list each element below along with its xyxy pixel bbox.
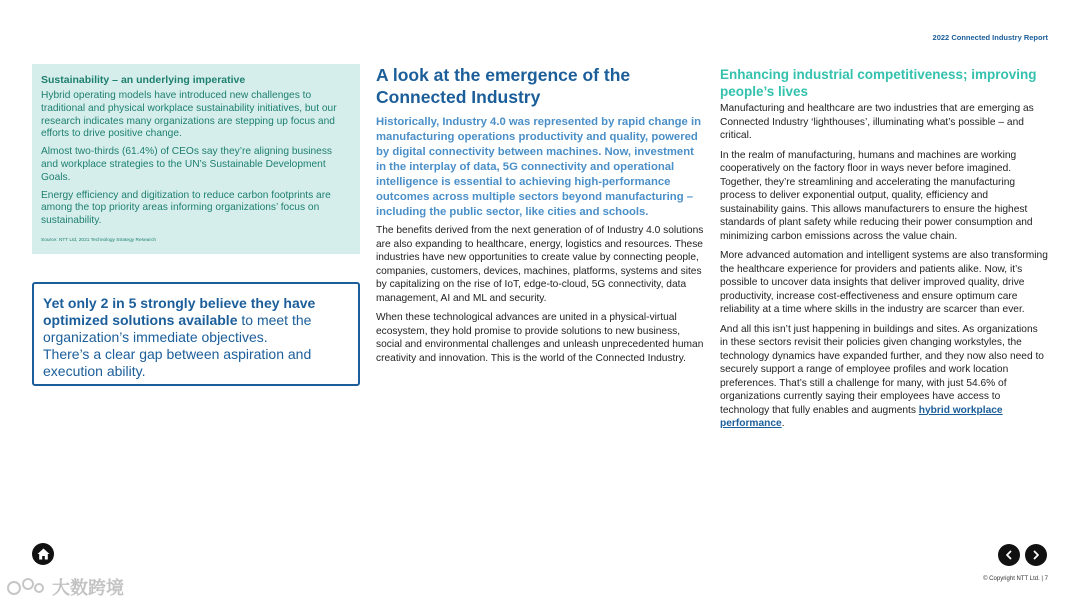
watermark — [6, 574, 124, 600]
right-title: Enhancing industrial competitiveness; improving people’s lives — [720, 67, 1037, 99]
right-last-paragraph — [720, 323, 1048, 431]
gap-callout — [32, 282, 360, 386]
right-paragraph: Manufacturing and healthcare are two industries that are emerging as Connected Industry ‘lighthouses’, illuminating what’s possible – and critical. — [720, 103, 1034, 141]
sustainability-heading: Sustainability – an underlying imperative — [41, 74, 246, 86]
home-icon — [37, 548, 50, 560]
gap-callout-bold: Yet only 2 in 5 strongly believe they have optimized solutions available — [43, 295, 316, 328]
gap-callout-line2: There’s a clear gap between aspiration and execution ability. — [43, 346, 312, 379]
home-button[interactable] — [32, 543, 54, 565]
middle-title: A look at the emergence of the Connected Industry — [376, 65, 631, 107]
chevron-right-icon — [1031, 550, 1041, 560]
chevron-left-icon — [1004, 550, 1014, 560]
middle-paragraph: When these technological advances are united in a physical-virtual ecosystem, they hold promise to provide solutions to new business, social and environmental challenges and unleash unprecedented human creativity and innovation. This is the world of the Connected Industry. — [376, 312, 704, 364]
watermark-logo-icon — [6, 575, 46, 599]
right-column — [720, 66, 1048, 437]
watermark-text: 大数跨境 — [52, 578, 124, 598]
sustainability-paragraph: Almost two-thirds (61.4%) of CEOs say they’re aligning business and workplace strategies to the UN’s Sustainable Development Goals. — [41, 146, 333, 183]
middle-paragraph: The benefits derived from the next generation of of Industry 4.0 solutions are also expanding to healthcare, energy, logistics and resources. These industries have new opportunities to create value by connecting people, companies, customers, devices, machines, platforms, systems and sites by capitalizing on the rise of IoT, edge-to-cloud, 5G connectivity, data management, AI and ML and security. — [376, 225, 704, 304]
right-last-period: . — [781, 418, 785, 429]
sustainability-paragraph: Energy efficiency and digitization to reduce carbon footprints are among the top priority areas informing organizations’ focus on sustainability. — [41, 189, 331, 227]
right-paragraph: In the realm of manufacturing, humans and machines are working cooperatively on the factory floor in ways never before imagined. Together, they’re streamlining and accelerating the manufacturing process to deliver exponential output, quality, efficiency and sustainability gains. This allows manufacturers to ensure the highest standards of plant safety while reducing their power consumption and minimizing carbon emissions across the value chain. — [720, 149, 1033, 242]
next-page-button[interactable] — [1025, 544, 1047, 566]
copyright: © Copyright NTT Ltd. | 7 — [983, 576, 1048, 582]
report-title: 2022 Connected Industry Report — [932, 33, 1048, 42]
right-paragraph: More advanced automation and intelligent systems are also transforming the healthcare experience for providers and patients alike. Now, it’s possible to uncover data insights that deliver improved quality, drive productivity, increase cost-effectiveness and ensure optimum care reliability at a time where skills in the industry are scarcer than ever. — [720, 250, 1048, 315]
sustainability-box — [32, 64, 360, 254]
sustainability-paragraph: Hybrid operating models have introduced new challenges to traditional and physical workplace sustainability initiatives, but our research indicates many organizations are stepping up focus and efforts to drive positive change. — [41, 90, 337, 140]
right-last-text: And all this isn’t just happening in buildings and sites. As organizations in these sectors revisit their policies given changing workstyles, the technology dynamics have expanded further, and they now also need to securely support a range of employee profiles and work location preferences. That’s still a challenge for many, with just 54.6% of organizations currently saying their employees have access to technology that fully enables and augments — [720, 323, 1044, 416]
gap-callout-rest: to meet the organization’s immediate objectives. — [43, 312, 312, 345]
middle-column — [376, 64, 704, 371]
sustainability-source: Source: NTT Ltd, 2021 Technology Strategy Research — [41, 237, 157, 243]
middle-lead: Historically, Industry 4.0 was represented by rapid change in manufacturing operations productivity and quality, powered by digital connectivity between machines. Now, investment in the interplay of data, 5G connectivity and operational intelligence is essential to achieving high-performance outcomes across multiple sectors beyond manufacturing – including the public sector, like cities and schools. — [376, 116, 701, 218]
hybrid-workplace-link[interactable]: hybrid workplace performance — [720, 404, 1003, 429]
previous-page-button[interactable] — [998, 544, 1020, 566]
